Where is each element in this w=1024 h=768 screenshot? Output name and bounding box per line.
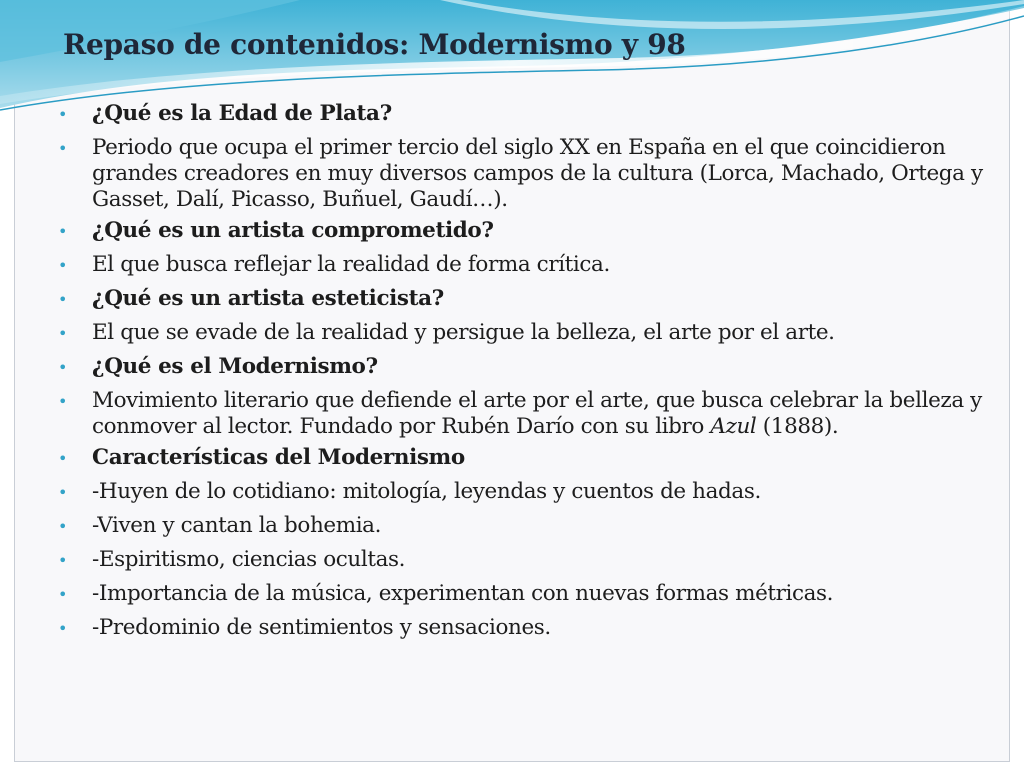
item-text: El que busca reflejar la realidad de forma crítica.	[92, 252, 610, 277]
item-text: -Viven y cantan la bohemia.	[92, 513, 382, 538]
question-item	[58, 218, 1008, 244]
item-text: ¿Qué es la Edad de Plata?	[92, 101, 392, 126]
bullet-icon: •	[58, 105, 68, 124]
answer-item	[58, 513, 1008, 539]
bullet-icon: •	[58, 483, 68, 502]
question-item	[58, 445, 1008, 471]
bullet-icon: •	[58, 290, 68, 309]
item-text: El que se evade de la realidad y persigue la belleza, el arte por el arte.	[92, 320, 835, 345]
answer-item	[58, 135, 1008, 213]
answer-item	[58, 320, 1008, 346]
bullet-icon: •	[58, 139, 68, 158]
question-item	[58, 354, 1008, 380]
question-item	[58, 286, 1008, 312]
bullet-icon: •	[58, 449, 68, 468]
bullet-icon: •	[58, 256, 68, 275]
item-text-part: Movimiento literario que defiende el arte por el arte, que busca celebrar la belleza y conmover al lector. Fundado por Rubén Darío con su libro	[92, 388, 982, 439]
answer-item	[58, 252, 1008, 278]
item-text: -Huyen de lo cotidiano: mitología, leyendas y cuentos de hadas.	[92, 479, 761, 504]
bullet-icon: •	[58, 551, 68, 570]
item-text: -Predominio de sentimientos y sensaciones.	[92, 615, 551, 640]
bullet-icon: •	[58, 585, 68, 604]
bullet-icon: •	[58, 324, 68, 343]
answer-item	[58, 615, 1008, 641]
item-text: ¿Qué es un artista comprometido?	[92, 218, 494, 243]
question-item	[58, 101, 1008, 127]
item-text: Características del Modernismo	[92, 445, 465, 470]
slide-title: Repaso de contenidos: Modernismo y 98	[63, 28, 686, 61]
book-title: Azul	[710, 414, 757, 439]
item-text: -Importancia de la música, experimentan con nuevas formas métricas.	[92, 581, 834, 606]
answer-item	[58, 388, 1008, 440]
item-text-part: (1888).	[756, 414, 839, 439]
answer-item	[58, 479, 1008, 505]
bullet-icon: •	[58, 358, 68, 377]
item-text	[92, 388, 982, 439]
item-text: Periodo que ocupa el primer tercio del siglo XX en España en el que coincidieron grandes creadores en muy diversos campos de la cultura (Lorca, Machado, Ortega y Gasset, Dalí, Picasso, Buñuel, Gaudí…).	[92, 135, 983, 212]
item-text: -Espiritismo, ciencias ocultas.	[92, 547, 406, 572]
answer-item	[58, 581, 1008, 607]
bullet-list	[58, 101, 1008, 649]
bullet-icon: •	[58, 222, 68, 241]
bullet-icon: •	[58, 619, 68, 638]
item-text: ¿Qué es el Modernismo?	[92, 354, 378, 379]
bullet-icon: •	[58, 517, 68, 536]
item-text: ¿Qué es un artista esteticista?	[92, 286, 444, 311]
bullet-icon: •	[58, 392, 68, 411]
answer-item	[58, 547, 1008, 573]
